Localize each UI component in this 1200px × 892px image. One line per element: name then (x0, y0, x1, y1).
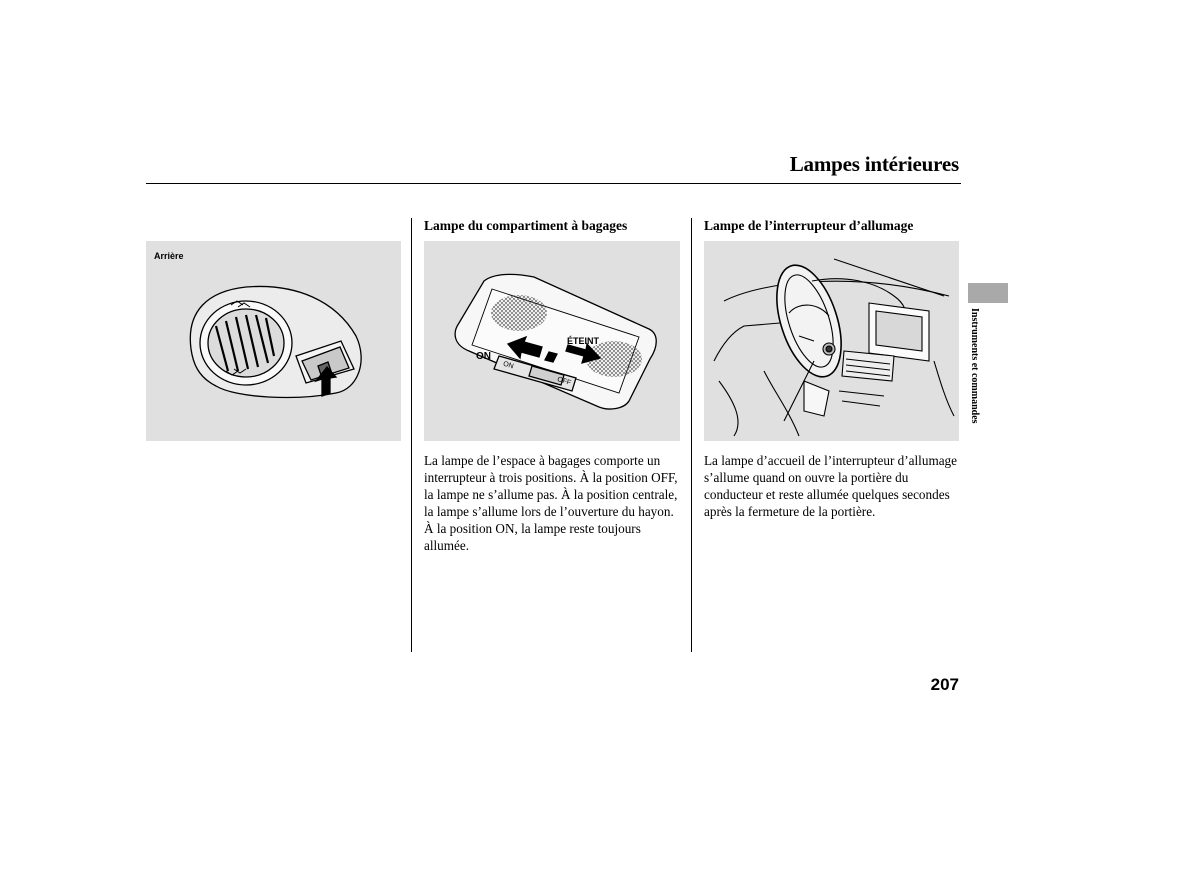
ignition-lamp-figure (704, 241, 959, 441)
ignition-lamp-heading: Lampe de l’interrupteur d’allumage (704, 218, 914, 233)
cargo-label-off: ÉTEINT (567, 336, 600, 346)
section-tab-label: Instruments et commandes (969, 308, 980, 424)
dashboard-illustration (704, 241, 959, 441)
title-rule (146, 183, 961, 184)
column-divider-1 (411, 218, 412, 652)
page-number: 207 (930, 675, 959, 694)
page-title: Lampes intérieures (789, 152, 959, 176)
switch-on-marking: ON (502, 360, 515, 371)
column-divider-2 (691, 218, 692, 652)
cargo-label-on: ON (476, 351, 491, 362)
rear-vent-figure (146, 241, 401, 441)
figure-label-rear: Arrière (154, 251, 184, 261)
rear-vent-illustration (146, 241, 401, 441)
switch-off-marking: OFF (556, 376, 572, 387)
cargo-lamp-figure (424, 241, 680, 441)
cargo-lamp-illustration (424, 241, 680, 441)
cargo-lamp-description: La lampe de l’espace à bagages comporte un interrupteur à trois positions. À la position OFF, la lampe ne s’allume pas. À la position centrale, la lampe s’allume lors de l’ouverture du hayon. À la position ON, la lampe reste toujours allumée. (424, 453, 678, 553)
cargo-lamp-heading: Lampe du compartiment à bagages (424, 218, 628, 233)
section-tab-marker (968, 283, 1008, 303)
ignition-lamp-description: La lampe d’accueil de l’interrupteur d’allumage s’allume quand on ouvre la portière du conducteur et reste allumée quelques secondes après la fermeture de la portière. (704, 453, 958, 519)
